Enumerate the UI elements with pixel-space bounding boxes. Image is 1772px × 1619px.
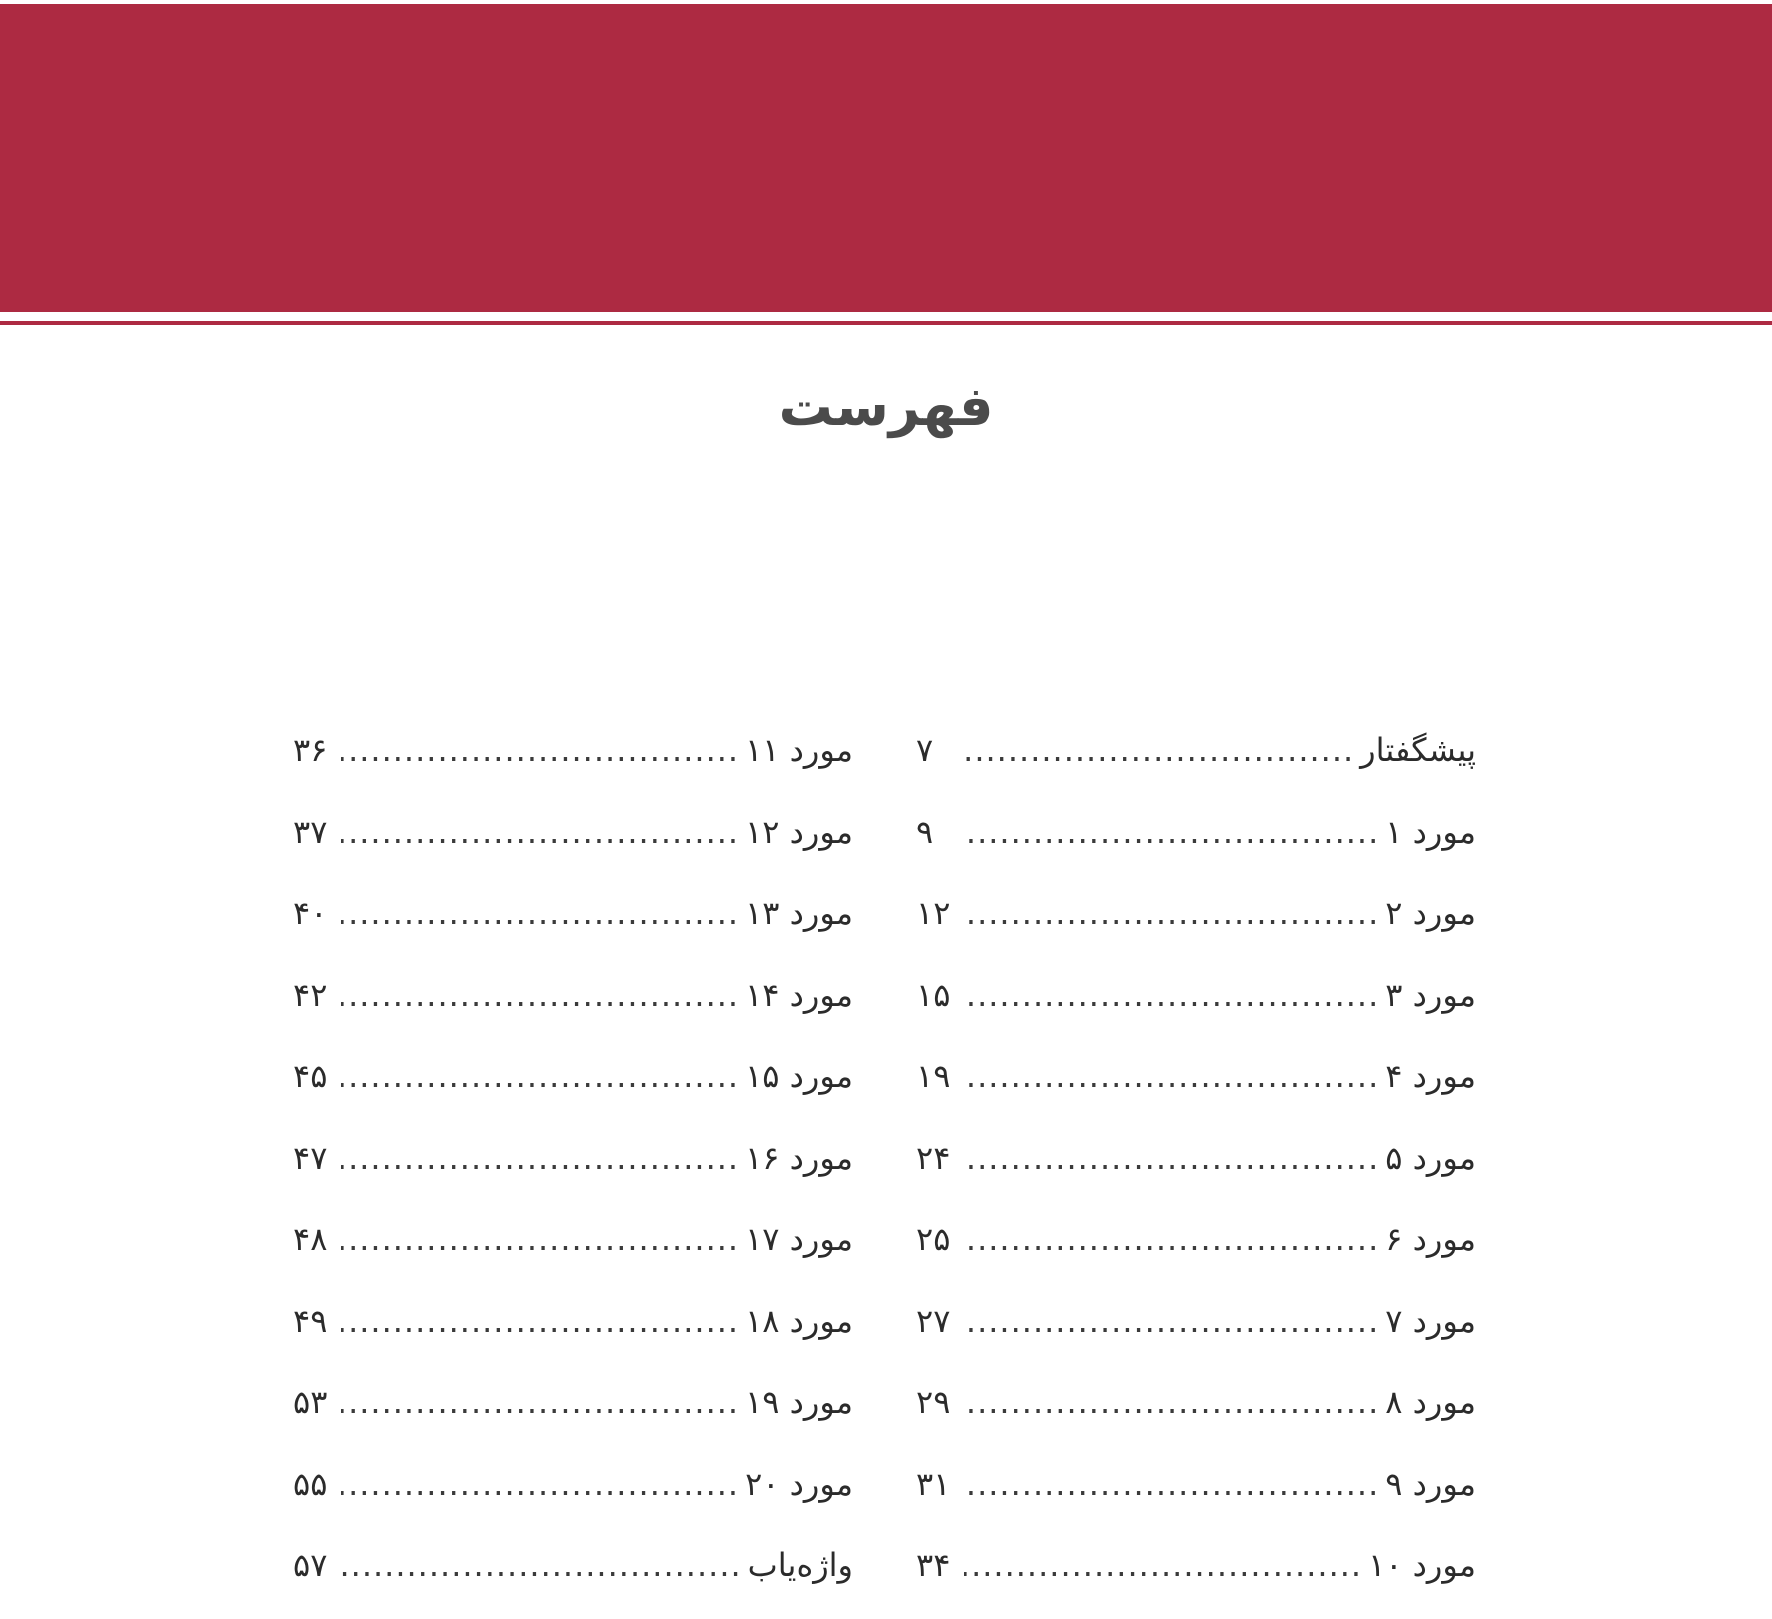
toc-dot-leader (341, 722, 739, 778)
toc-dot-leader (964, 1456, 1379, 1512)
toc-entry-case-7[interactable] (916, 1293, 1476, 1375)
toc-entry-case-10[interactable] (916, 1537, 1476, 1619)
toc-entry-title: مورد ۳ (1385, 975, 1476, 1014)
toc-dot-leader (964, 1211, 1379, 1267)
toc-entry-title: مورد ۲ (1385, 894, 1476, 932)
toc-entry-case-9[interactable] (916, 1456, 1476, 1538)
toc-entry-title: مورد ۱۸ (745, 1301, 853, 1340)
toc-page-number: ۷ (916, 731, 934, 769)
toc-page-number: ۳۷ (293, 812, 328, 851)
toc-page-number: ۵۵ (293, 1464, 328, 1503)
toc-page-number: ۲۹ (916, 1383, 951, 1421)
toc-entry-title: مورد ۱۴ (745, 975, 853, 1014)
toc-dot-leader (341, 1211, 739, 1267)
toc-dot-leader (964, 1537, 1362, 1593)
toc-entry-preface[interactable] (916, 722, 1476, 804)
toc-entry-glossary[interactable] (293, 1537, 853, 1619)
header-banner (0, 4, 1772, 312)
toc-dot-leader (341, 967, 739, 1023)
toc-dot-leader (341, 885, 739, 941)
toc-dot-leader (964, 1374, 1379, 1430)
toc-page-number: ۳۱ (916, 1464, 951, 1503)
toc-entry-title: مورد ۲۰ (745, 1464, 853, 1503)
toc-entry-case-2[interactable] (916, 885, 1476, 967)
toc-dot-leader (341, 1048, 739, 1104)
toc-entry-title: مورد ۱۰ (1368, 1546, 1476, 1584)
toc-entry-case-13[interactable] (293, 885, 853, 967)
toc-page-number: ۲۷ (916, 1301, 951, 1340)
toc-entry-case-6[interactable] (916, 1211, 1476, 1293)
toc-entry-title: پیشگفتار (1360, 731, 1476, 769)
toc-entry-title: مورد ۱۵ (745, 1057, 853, 1095)
toc-dot-leader (964, 804, 1379, 860)
toc-entry-title: مورد ۱۹ (745, 1383, 853, 1421)
toc-entry-title: مورد ۱۳ (745, 894, 853, 932)
toc-dot-leader (341, 804, 739, 860)
toc-dot-leader (964, 885, 1379, 941)
toc-entry-case-1[interactable] (916, 804, 1476, 886)
toc-entry-case-19[interactable] (293, 1374, 853, 1456)
toc-page-number: ۲۵ (916, 1220, 951, 1258)
toc-dot-leader (964, 722, 1354, 778)
toc-entry-case-15[interactable] (293, 1048, 853, 1130)
toc-page-number: ۴۷ (293, 1138, 328, 1177)
toc-entry-title: واژه‌یاب (747, 1546, 853, 1584)
toc-page-number: ۳۶ (293, 731, 328, 769)
toc-page-number: ۵۳ (293, 1383, 328, 1421)
toc-entry-case-20[interactable] (293, 1456, 853, 1538)
toc-page-number: ۴۸ (293, 1220, 328, 1258)
toc-dot-leader (341, 1537, 742, 1593)
toc-dot-leader (964, 1293, 1379, 1349)
toc-entry-case-18[interactable] (293, 1293, 853, 1375)
toc-page-number: ۱۹ (916, 1057, 951, 1095)
toc-entry-case-4[interactable] (916, 1048, 1476, 1130)
toc-entry-case-3[interactable] (916, 967, 1476, 1049)
toc-dot-leader (964, 1130, 1379, 1186)
toc-entry-title: مورد ۸ (1385, 1383, 1476, 1421)
toc-page-number: ۵۷ (293, 1546, 328, 1584)
toc-dot-leader (341, 1293, 739, 1349)
toc-page-number: ۱۲ (916, 894, 951, 932)
toc-entry-title: مورد ۴ (1385, 1057, 1476, 1095)
toc-dot-leader (964, 967, 1379, 1023)
toc-column-left (293, 722, 853, 1619)
toc-dot-leader (341, 1374, 739, 1430)
toc-dot-leader (341, 1456, 739, 1512)
toc-page-number: ۴۹ (293, 1301, 328, 1340)
toc-entry-title: مورد ۱۱ (745, 731, 853, 769)
toc-entry-title: مورد ۱ (1385, 812, 1476, 851)
toc-entry-case-11[interactable] (293, 722, 853, 804)
toc-entry-title: مورد ۷ (1385, 1301, 1476, 1340)
toc-dot-leader (341, 1130, 739, 1186)
toc-entry-title: مورد ۶ (1385, 1220, 1476, 1258)
toc-page-number: ۳۴ (916, 1546, 951, 1584)
toc-page-number: ۱۵ (916, 975, 951, 1014)
toc-page-number: ۹ (916, 812, 934, 851)
toc-entry-case-5[interactable] (916, 1130, 1476, 1212)
toc-page-number: ۴۲ (293, 975, 328, 1014)
toc-entry-case-17[interactable] (293, 1211, 853, 1293)
page-title: فهرست (778, 375, 994, 438)
toc-entry-title: مورد ۵ (1385, 1138, 1476, 1177)
toc-entry-title: مورد ۱۶ (745, 1138, 853, 1177)
toc-entry-case-14[interactable] (293, 967, 853, 1049)
toc-page-number: ۴۵ (293, 1057, 328, 1095)
header-divider-line (0, 321, 1772, 325)
toc-entry-case-12[interactable] (293, 804, 853, 886)
toc-page-number: ۲۴ (916, 1138, 951, 1177)
toc-column-right (916, 722, 1476, 1619)
toc-entry-case-16[interactable] (293, 1130, 853, 1212)
toc-entry-title: مورد ۱۷ (745, 1220, 853, 1258)
toc-entry-title: مورد ۹ (1385, 1464, 1476, 1503)
toc-entry-title: مورد ۱۲ (745, 812, 853, 851)
toc-page-number: ۴۰ (293, 894, 328, 932)
toc-entry-case-8[interactable] (916, 1374, 1476, 1456)
toc-dot-leader (964, 1048, 1379, 1104)
